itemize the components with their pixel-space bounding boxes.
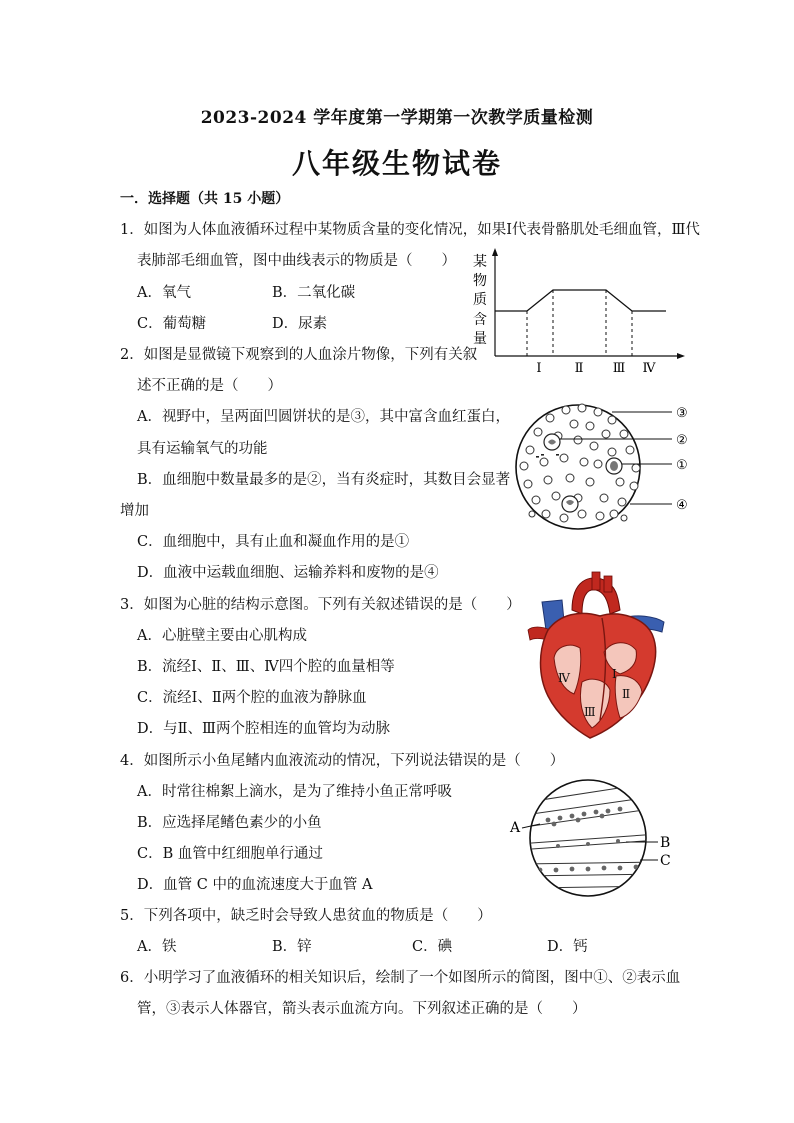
q6-stem-line1: 6．小明学习了血液循环的相关知识后，绘制了一个如图所示的简图，图中①、②表示血 xyxy=(120,970,681,986)
q4-label-c: C xyxy=(660,853,671,869)
q1-xtick: Ⅱ xyxy=(574,361,584,376)
q3-option-b: B．流经Ⅰ、Ⅱ、Ⅲ、Ⅳ四个腔的血量相等 xyxy=(137,659,395,675)
q2-stem-line2: 述不正确的是（ ） xyxy=(137,378,282,394)
q1-xtick: Ⅳ xyxy=(642,361,656,376)
q1-option-c: C．葡萄糖 xyxy=(137,316,207,332)
q1-option-a: A．氧气 xyxy=(137,285,191,301)
q5-option-c: C．碘 xyxy=(412,939,453,955)
q3-option-a: A．心脏壁主要由心肌构成 xyxy=(137,628,307,644)
q1-ylabel-char: 量 xyxy=(473,331,487,347)
exam-title: 2023-2024 学年度第一学期第一次教学质量检测 xyxy=(200,108,594,128)
q2-label-1: ① xyxy=(676,458,688,473)
q5-option-b: B．锌 xyxy=(272,939,312,955)
q3-option-c: C．流经Ⅰ、Ⅱ两个腔的血液为静脉血 xyxy=(137,690,367,706)
q4-option-b: B．应选择尾鳍色素少的小鱼 xyxy=(137,815,322,831)
q1-region-dividers xyxy=(527,290,632,356)
exam-subtitle: 八年级生物试卷 xyxy=(291,147,502,180)
q2-option-a-line1: A．视野中，呈两面凹圆饼状的是③，其中富含血红蛋白， xyxy=(137,409,510,425)
q5-option-a: A．铁 xyxy=(137,939,177,955)
q4-label-b: B xyxy=(660,835,671,851)
q1-substance-graph xyxy=(466,246,690,378)
q1-x-arrow xyxy=(677,353,685,359)
q2-label-2: ② xyxy=(676,433,688,448)
q1-xtick: Ⅲ xyxy=(612,361,626,376)
q1-curve xyxy=(495,290,666,311)
q2-option-a-line2: 具有运输氧气的功能 xyxy=(137,441,268,457)
q6-stem-line2: 管，③表示人体器官，箭头表示血流方向。下列叙述正确的是（ ） xyxy=(137,1001,587,1017)
q2-option-b-line1: B．血细胞中数量最多的是②，当有炎症时，其数目会显著 xyxy=(137,472,511,488)
q4-fish-tail-figure xyxy=(508,778,688,902)
q1-ylabel-char: 含 xyxy=(473,312,487,328)
q4-label-a: A xyxy=(510,820,521,836)
q2-option-d: D．血液中运载血细胞、运输养料和废物的是④ xyxy=(137,565,439,581)
q5-option-d: D．钙 xyxy=(547,939,588,955)
q2-blood-smear-figure xyxy=(508,390,698,550)
q1-stem-line1: 1．如图为人体血液循环过程中某物质含量的变化情况，如果Ⅰ代表骨骼肌处毛细血管，Ⅲ代 xyxy=(120,222,700,238)
q1-stem-line2: 表肺部毛细血管，图中曲线表示的物质是（ ） xyxy=(137,253,456,269)
q4-option-a: A．时常往棉絮上滴水，是为了维持小鱼正常呼吸 xyxy=(137,784,452,800)
q5-stem: 5．下列各项中，缺乏时会导致人患贫血的物质是（ ） xyxy=(120,908,492,924)
q4-option-d: D．血管 C 中的血流速度大于血管 A xyxy=(137,877,373,893)
q1-ylabel-char: 物 xyxy=(473,273,487,289)
q3-stem: 3．如图为心脏的结构示意图。下列有关叙述错误的是（ ） xyxy=(120,597,521,613)
q1-ylabel-char: 质 xyxy=(473,292,487,308)
q2-label-4: ④ xyxy=(676,498,688,513)
q4-option-c: C．B 血管中红细胞单行通过 xyxy=(137,846,323,862)
q1-option-d: D．尿素 xyxy=(272,316,328,332)
q1-y-arrow xyxy=(492,248,498,256)
q3-option-d: D．与Ⅱ、Ⅲ两个腔相连的血管均为动脉 xyxy=(137,721,390,737)
q4-field-of-view xyxy=(530,780,646,896)
q3-heart-diagram xyxy=(520,570,670,744)
q2-label-3: ③ xyxy=(676,406,688,421)
q1-option-b: B．二氧化碳 xyxy=(272,285,356,301)
q2-option-b-line2: 增加 xyxy=(120,503,149,519)
q1-xtick: Ⅰ xyxy=(536,361,542,376)
q3-label-ii: Ⅱ xyxy=(622,687,631,701)
q2-option-c: C．血细胞中，具有止血和凝血作用的是① xyxy=(137,534,410,550)
section-heading: 一．选择题（共 15 小题） xyxy=(120,191,290,207)
q3-label-iv: Ⅳ xyxy=(558,671,570,685)
q3-label-iii: Ⅲ xyxy=(584,705,596,719)
q2-stem-line1: 2．如图是显微镜下观察到的人血涂片物像，下列有关叙 xyxy=(120,347,478,363)
q3-label-i: Ⅰ xyxy=(612,667,617,681)
q1-ylabel-char: 某 xyxy=(473,254,487,270)
q4-stem: 4．如图所示小鱼尾鳍内血液流动的情况，下列说法错误的是（ ） xyxy=(120,753,565,769)
